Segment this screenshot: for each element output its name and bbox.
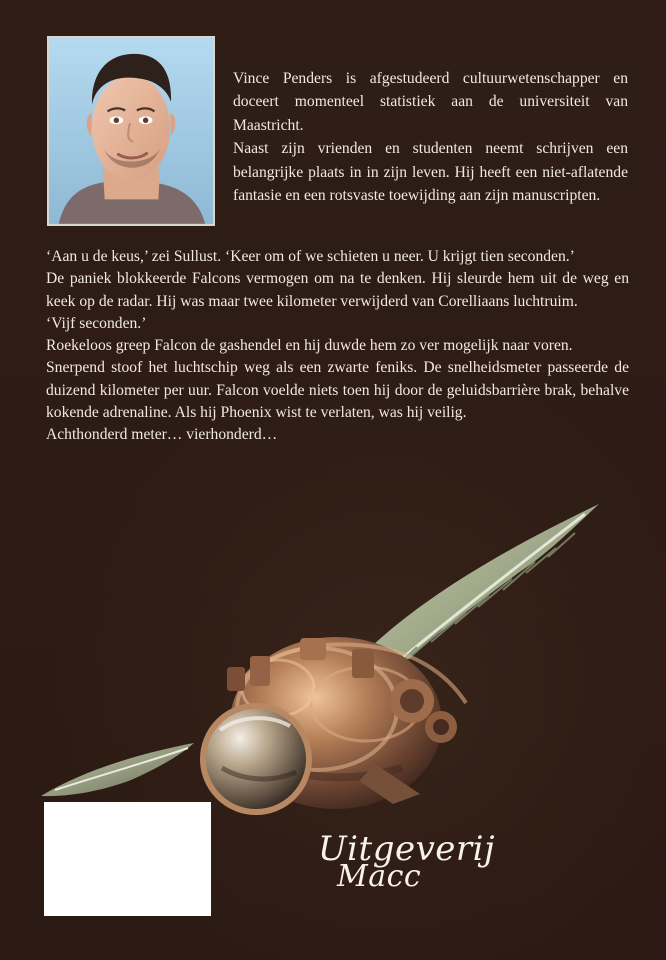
- story-excerpt: [46, 246, 629, 447]
- author-photo: [47, 36, 215, 226]
- excerpt-paragraph: Snerpend stoof het luchtschip weg als een zwarte feniks. De snelheidsmeter passeerde de duizend kilometer per uur. Falcon voelde niets toen hij door de geluidsbarrière brak, behalve kokende adrenaline. Als hij Phoenix wist te verlaten, was hij veilig.: [46, 359, 629, 422]
- excerpt-paragraph: ‘Aan u de keus,’ zei Sullust. ‘Keer om of we schieten u neer. U krijgt tien seconden.’: [46, 248, 575, 265]
- excerpt-paragraph: Achthonderd meter… vierhonderd…: [46, 426, 278, 444]
- cover-illustration: [0, 478, 666, 838]
- author-bio: [233, 67, 628, 207]
- author-photo-icon: [49, 38, 213, 224]
- excerpt-paragraph: ‘Vijf seconden.’: [46, 314, 147, 332]
- author-bio-paragraph: Naast zijn vrienden en studenten neemt schrijven een belangrijke plaats in in zijn leven. Hij heeft een niet-aflatende fantasie en een rotsvaste toewijding aan zijn manuscripten.: [233, 140, 628, 205]
- publisher-name-line-2: Macc: [337, 859, 422, 894]
- excerpt-paragraph: Roekeloos greep Falcon de gashendel en hij duwde hem zo ver mogelijk naar voren.: [46, 337, 573, 355]
- winged-airship-illustration-icon: [0, 478, 666, 838]
- publisher-name-line-1: Uitgeverij: [318, 829, 496, 869]
- author-bio-paragraph: Vince Penders is afgestudeerd cultuurwetenschapper en doceert momenteel statistiek aan de universiteit van Maastricht.: [233, 70, 628, 134]
- publisher-logo: [318, 829, 538, 902]
- barcode-placeholder: [44, 802, 211, 916]
- excerpt-paragraph: De paniek blokkeerde Falcons vermogen om na te denken. Hij sleurde hem uit de weg en keek op de radar. Hij was maar twee kilometer verwijderd van Corelliaans luchtruim.: [46, 270, 629, 310]
